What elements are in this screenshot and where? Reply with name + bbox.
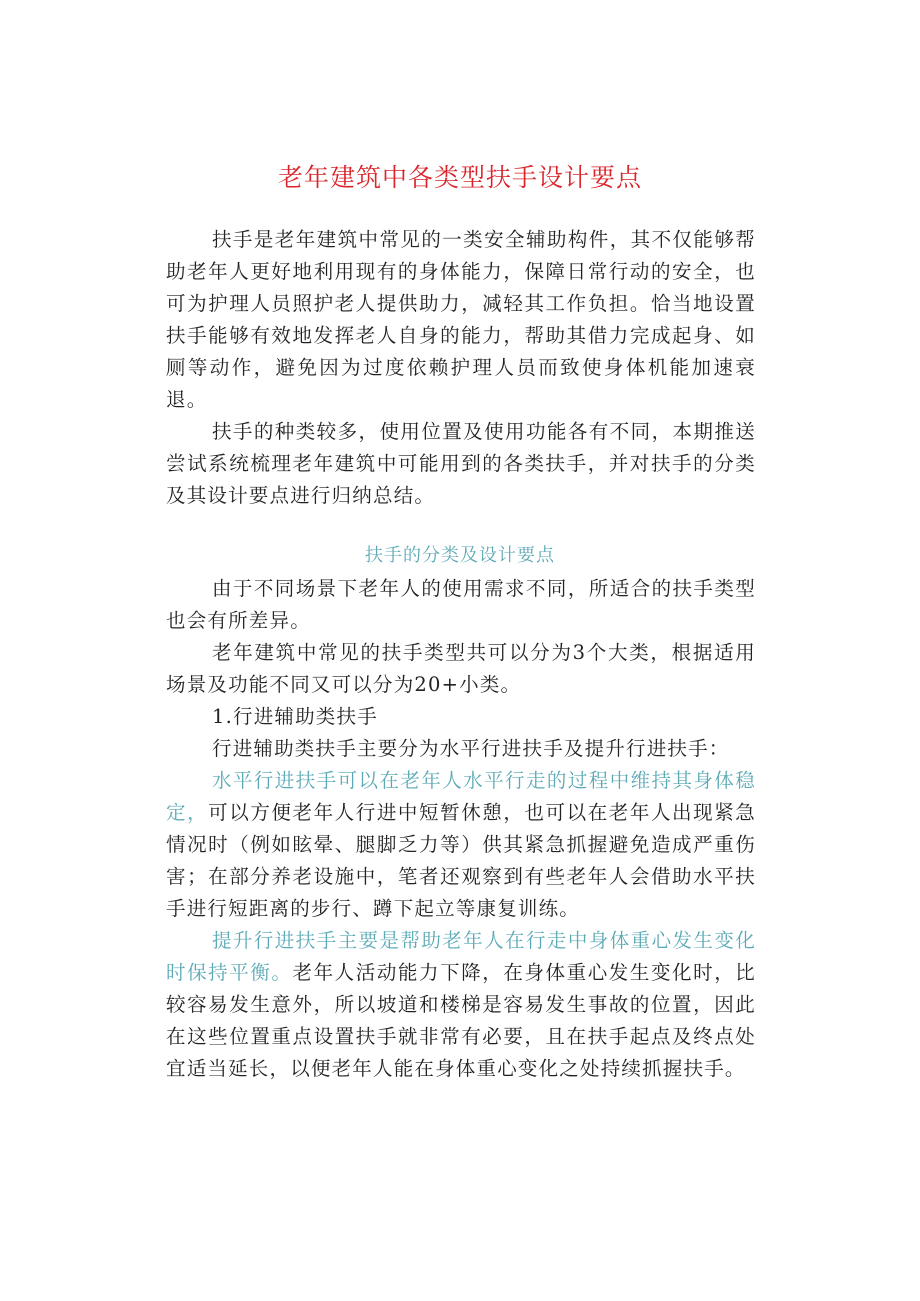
- section-paragraph-1: 由于不同场景下老年人的使用需求不同，所适合的扶手类型也会有所差异。: [166, 577, 756, 632]
- intro-paragraph-1: 扶手是老年建筑中常见的一类安全辅助构件，其不仅能够帮助老年人更好地利用现有的身体能力，保障日常行动的安全，也可为护理人员照护老人提供助力，减轻其工作负担。恰当地设置扶手能够有效地发挥老人自身的能力，帮助其借力完成起身、如厕等动作，避免因为过度依赖护理人员而致使身体机能加速衰退。: [166, 228, 756, 411]
- horizontal-handrail-body: 可以方便老年人行进中短暂休憩，也可以在老年人出现紧急情况时（例如眩晕、腿脚乏力等）供其紧急抓握避免造成严重伤害；在部分养老设施中，笔者还观察到有些老年人会借助水平扶手进行短距离的步行、蹲下起立等康复训练。: [166, 801, 756, 920]
- horizontal-handrail-highlight: 水平行进扶手可以在老年人水平行走的过程中维持其身体稳定，: [166, 769, 756, 824]
- document-title: 老年建筑中各类型扶手设计要点: [277, 163, 642, 192]
- section-paragraph-2: 老年建筑中常见的扶手类型共可以分为3个大类，根据适用场景及功能不同又可以分为20+小类。: [166, 641, 756, 696]
- section-paragraph-3: 行进辅助类扶手主要分为水平行进扶手及提升行进扶手：: [212, 737, 730, 760]
- lifting-handrail-paragraph: [166, 925, 756, 1085]
- intro-paragraph-2: 扶手的种类较多，使用位置及使用功能各有不同，本期推送尝试系统梳理老年建筑中可能用到的各类扶手，并对扶手的分类及其设计要点进行归纳总结。: [166, 420, 756, 507]
- subheading-movement-handrails: 1.行进辅助类扶手: [212, 705, 378, 728]
- lifting-handrail-body: 老年人活动能力下降，在身体重心发生变化时，比较容易发生意外，所以坡道和楼梯是容易发生事故的位置，因此在这些位置重点设置扶手就非常有必要，且在扶手起点及终点处宜适当延长，以便老年人能在身体重心变化之处持续抓握扶手。: [166, 961, 756, 1080]
- horizontal-handrail-paragraph: [166, 765, 756, 925]
- lifting-handrail-highlight: 提升行进扶手主要是帮助老年人在行走中身体重心发生变化时保持平衡。: [166, 929, 756, 984]
- section-title: 扶手的分类及设计要点: [365, 545, 555, 566]
